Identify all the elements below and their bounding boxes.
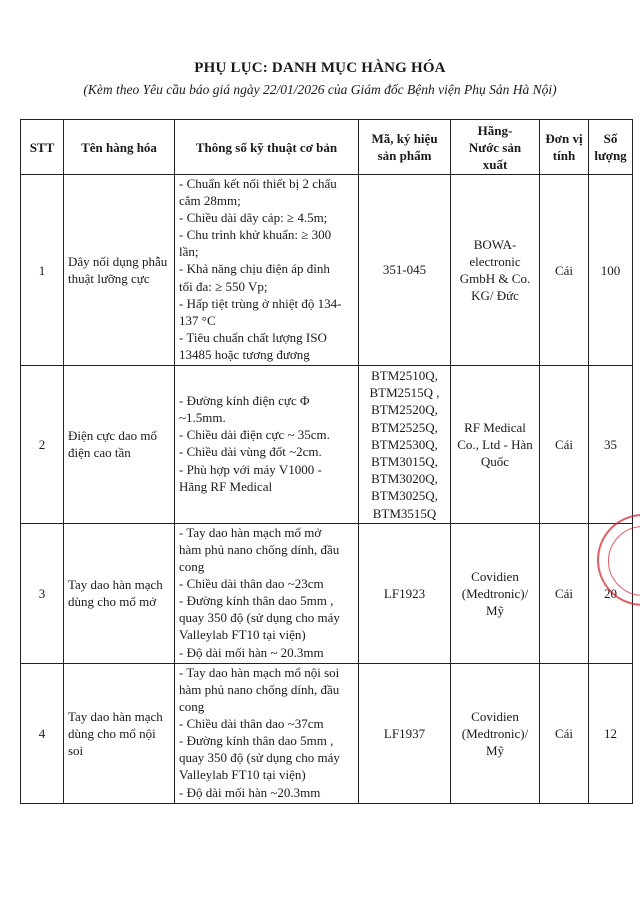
cell-unit: Cái bbox=[540, 175, 589, 366]
cell-spec-line: cong bbox=[179, 699, 205, 715]
cell-spec-line: - Chiều dài vùng đốt ~2cm. bbox=[179, 444, 322, 460]
header-stt: STT bbox=[21, 120, 64, 175]
cell-spec-line: - Đường kính thân dao 5mm , bbox=[179, 593, 334, 609]
cell-code-line: BTM3025Q, bbox=[371, 488, 438, 504]
cell-name-line: thuật lưỡng cực bbox=[68, 271, 150, 287]
cell-spec bbox=[175, 366, 359, 524]
cell-code-line: BTM2515Q , bbox=[369, 385, 440, 401]
table-row bbox=[21, 523, 633, 663]
cell-spec-line: Valleylab FT10 tại viện) bbox=[179, 767, 306, 783]
header-code-line: Mã, ký hiệu bbox=[371, 131, 438, 146]
header-code bbox=[359, 120, 451, 175]
cell-code-line: BTM2510Q, bbox=[371, 368, 438, 384]
cell-maker-line: Co., Ltd - Hàn bbox=[457, 436, 533, 452]
cell-maker-line: (Medtronic)/ bbox=[461, 725, 529, 741]
header-spec: Thông số kỹ thuật cơ bản bbox=[175, 120, 359, 175]
header-unit bbox=[540, 120, 589, 175]
cell-qty: 12 bbox=[589, 663, 633, 803]
cell-maker-line: Covidien bbox=[471, 708, 519, 724]
cell-name bbox=[64, 523, 175, 663]
cell-spec-line: - Tay dao hàn mạch mổ nội soi bbox=[179, 664, 340, 680]
header-maker-line: Hãng- bbox=[477, 122, 513, 138]
cell-spec-line: - Chuẩn kết nối thiết bị 2 chấu bbox=[179, 176, 337, 191]
cell-name-line: soi bbox=[68, 742, 84, 758]
table-row bbox=[21, 366, 633, 524]
cell-maker bbox=[451, 663, 540, 803]
cell-qty: 35 bbox=[589, 366, 633, 524]
header-maker-line: Nước sản bbox=[468, 139, 522, 155]
cell-spec bbox=[175, 523, 359, 663]
cell-maker bbox=[451, 175, 540, 366]
cell-name-line: điện cao tần bbox=[68, 445, 131, 461]
cell-spec-line: - Chiều dài dây cáp: ≥ 4.5m; bbox=[179, 210, 328, 226]
cell-code bbox=[359, 366, 451, 524]
cell-spec-line: - Độ dài mối hàn ~20.3mm bbox=[179, 784, 321, 800]
header-unit-line: tính bbox=[552, 148, 576, 163]
cell-spec bbox=[175, 663, 359, 803]
header-maker bbox=[451, 120, 540, 175]
cell-spec-line: - Chiều dài thân dao ~37cm bbox=[179, 716, 324, 732]
cell-stt: 1 bbox=[21, 175, 64, 366]
cell-maker-line: Quốc bbox=[480, 453, 510, 469]
cell-name-line: dùng cho mổ mở bbox=[68, 594, 157, 610]
cell-spec-line: - Phù hợp với máy V1000 - bbox=[179, 461, 322, 477]
cell-maker-line: GmbH & Co. bbox=[459, 271, 531, 287]
table-row bbox=[21, 663, 633, 803]
cell-code-line: BTM2525Q, bbox=[371, 419, 438, 435]
table-header-row bbox=[21, 120, 633, 175]
cell-name-line: dùng cho mổ nội bbox=[68, 725, 156, 741]
cell-name bbox=[64, 366, 175, 524]
cell-spec-line: hàm phủ nano chống dính, đầu bbox=[179, 681, 340, 697]
cell-code bbox=[359, 523, 451, 663]
cell-unit: Cái bbox=[540, 523, 589, 663]
cell-name-line: Điện cực dao mổ bbox=[68, 428, 157, 444]
cell-spec-line: ~1.5mm. bbox=[179, 410, 226, 426]
cell-code-line: BTM3020Q, bbox=[371, 471, 438, 487]
cell-spec-line: - Đường kính điện cực Φ bbox=[179, 393, 310, 409]
cell-spec-line: - Chiều dài thân dao ~23cm bbox=[179, 576, 324, 592]
goods-table bbox=[20, 119, 633, 804]
cell-stt: 4 bbox=[21, 663, 64, 803]
cell-maker-line: Mỹ bbox=[485, 602, 505, 618]
header-qty-line: Số bbox=[603, 131, 618, 146]
cell-code bbox=[359, 175, 451, 366]
cell-code-line: 351-045 bbox=[382, 262, 427, 278]
cell-spec-line: cắm 28mm; bbox=[179, 193, 241, 209]
cell-stt: 3 bbox=[21, 523, 64, 663]
header-name: Tên hàng hóa bbox=[64, 120, 175, 175]
cell-spec-line: - Đường kính thân dao 5mm , bbox=[179, 733, 334, 749]
cell-maker-line: (Medtronic)/ bbox=[461, 585, 529, 601]
cell-name-line: Dây nối dụng phẫu bbox=[68, 254, 168, 270]
cell-code-line: BTM2520Q, bbox=[371, 402, 438, 418]
table-row bbox=[21, 175, 633, 366]
cell-maker-line: electronic bbox=[469, 254, 521, 270]
cell-maker-line: KG/ Đức bbox=[471, 288, 519, 304]
header-qty bbox=[589, 120, 633, 175]
cell-spec-line: hàm phủ nano chống dính, đầu bbox=[179, 541, 340, 557]
cell-spec-line: tối đa: ≥ 550 Vp; bbox=[179, 278, 268, 294]
cell-maker bbox=[451, 523, 540, 663]
cell-code-line: BTM3015Q, bbox=[371, 454, 438, 470]
header-maker-line: xuất bbox=[482, 156, 508, 172]
cell-spec-line: quay 350 độ (sử dụng cho máy bbox=[179, 610, 340, 626]
cell-qty: 100 bbox=[589, 175, 633, 366]
cell-spec-line: - Chu trình khử khuẩn: ≥ 300 bbox=[179, 227, 332, 243]
cell-maker-line: RF Medical bbox=[464, 419, 526, 435]
cell-spec-line: quay 350 độ (sử dụng cho máy bbox=[179, 750, 340, 766]
cell-spec bbox=[175, 175, 359, 366]
header-qty-line: lượng bbox=[594, 148, 627, 163]
page-subtitle: (Kèm theo Yêu cầu báo giá ngày 22/01/2026 của Giám đốc Bệnh viện Phụ Sản Hà Nội) bbox=[83, 82, 557, 97]
cell-stt: 2 bbox=[21, 366, 64, 524]
cell-unit: Cái bbox=[540, 663, 589, 803]
cell-spec-line: - Tiêu chuẩn chất lượng ISO bbox=[179, 329, 327, 345]
cell-code-line: LF1923 bbox=[383, 585, 426, 601]
cell-code bbox=[359, 663, 451, 803]
cell-spec-line: cong bbox=[179, 559, 205, 575]
page-title: PHỤ LỤC: DANH MỤC HÀNG HÓA bbox=[194, 60, 446, 76]
cell-code-line: BTM3515Q bbox=[372, 505, 437, 521]
cell-code-line: LF1937 bbox=[383, 725, 426, 741]
cell-spec-line: 13485 hoặc tương đương bbox=[179, 346, 310, 362]
cell-name-line: Tay dao hàn mạch bbox=[68, 708, 163, 724]
cell-name bbox=[64, 663, 175, 803]
cell-spec-line: - Hấp tiệt trùng ở nhiệt độ 134- bbox=[179, 295, 342, 311]
cell-spec-line: Valleylab FT10 tại viện) bbox=[179, 627, 306, 643]
cell-maker-line: Covidien bbox=[471, 568, 519, 584]
cell-maker-line: BOWA- bbox=[473, 237, 517, 253]
cell-spec-line: Hãng RF Medical bbox=[179, 478, 273, 494]
cell-name bbox=[64, 175, 175, 366]
cell-spec-line: lần; bbox=[179, 244, 199, 260]
cell-maker-line: Mỹ bbox=[485, 742, 505, 758]
cell-spec-line: - Độ dài mối hàn ~ 20.3mm bbox=[179, 644, 324, 660]
cell-spec-line: - Chiều dài điện cực ~ 35cm. bbox=[179, 427, 330, 443]
cell-spec-line: 137 °C bbox=[179, 312, 216, 328]
cell-name-line: Tay dao hàn mạch bbox=[68, 577, 163, 593]
header-unit-line: Đơn vị bbox=[545, 131, 583, 146]
cell-code-line: BTM2530Q, bbox=[371, 436, 438, 452]
cell-unit: Cái bbox=[540, 366, 589, 524]
header-code-line: sản phẩm bbox=[377, 148, 432, 163]
cell-spec-line: - Tay dao hàn mạch mổ mở bbox=[179, 524, 322, 540]
cell-maker bbox=[451, 366, 540, 524]
cell-qty: 20 bbox=[589, 523, 633, 663]
cell-spec-line: - Khả năng chịu điện áp đỉnh bbox=[179, 261, 330, 277]
